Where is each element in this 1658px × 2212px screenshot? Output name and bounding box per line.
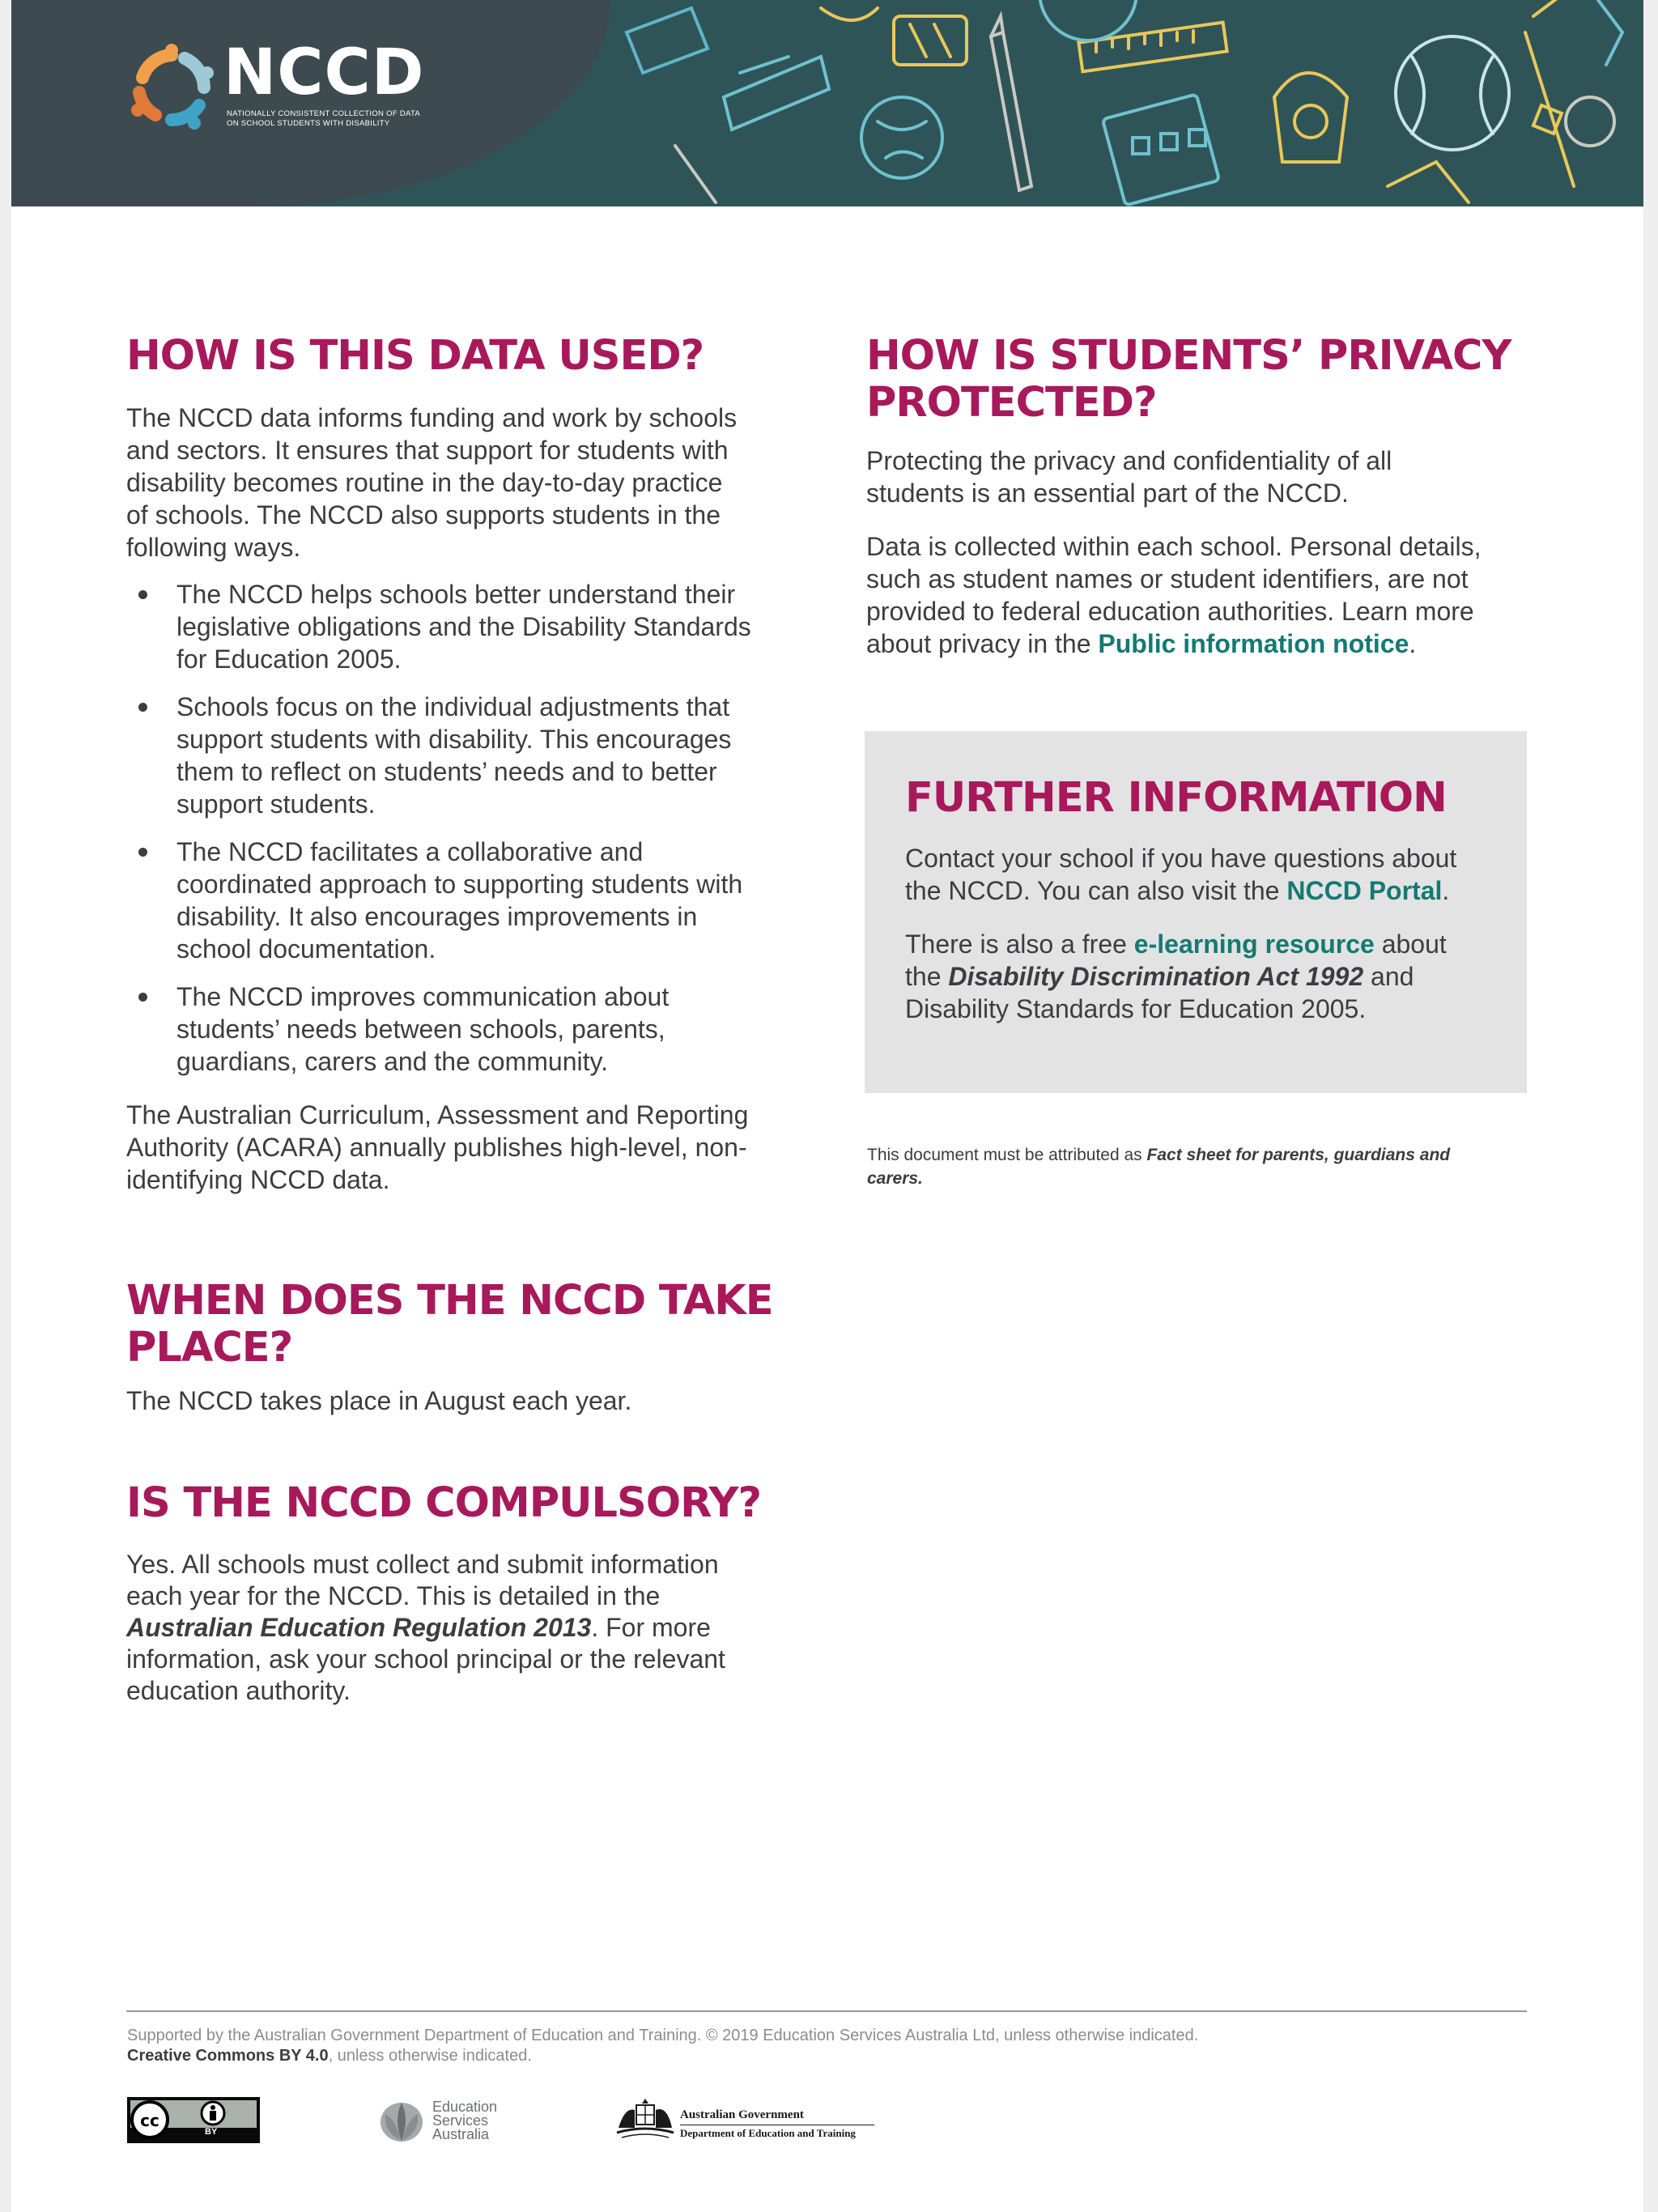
- bullet-dot: [138, 848, 147, 857]
- section-data-used: [126, 333, 798, 1196]
- benefits-list: [126, 578, 798, 1078]
- privacy-paragraph-2: Data is collected within each school. Personal details, such as student names or student identifiers, are not provided to federal education authorities. Learn more about privacy in the Public information notice.: [866, 532, 1482, 658]
- fact-sheet-page: [11, 0, 1643, 2212]
- heading-further-information: FURTHER INFORMATION: [905, 774, 1447, 822]
- further-paragraph-2: There is also a free e-learning resource about the Disability Discrimination Act 1992 and Disability Standards for Education 2005.: [905, 929, 1447, 1023]
- list-item: The NCCD facilitates a collaborative and coordinated approach to supporting students with disability. It also encourages improvements in school documentation.: [126, 836, 798, 965]
- nccd-logo-wordmark: NCCD: [223, 36, 425, 109]
- act-title: Disability Discrimination Act 1992: [948, 962, 1364, 991]
- logo-subtitle: NATIONALLY CONSISTENT COLLECTION OF DATA ON SCHOOL STUDENTS WITH DISABILITY: [227, 109, 420, 128]
- australian-government-wordmark: Australian Government Department of Education and Training: [680, 2107, 874, 2142]
- section-when: [126, 1278, 798, 1417]
- heading-compulsory: IS THE NCCD COMPULSORY?: [126, 1479, 762, 1527]
- section-further-information: [905, 775, 1520, 1025]
- nccd-logo-icon: [126, 42, 217, 133]
- footer-divider: [126, 2010, 1527, 2012]
- svg-text:cc: cc: [140, 2111, 159, 2130]
- acara-paragraph: The Australian Curriculum, Assessment and Reporting Authority (ACARA) annually publishes high-level, non- identifying NCCD data.: [126, 1100, 749, 1194]
- further-paragraph-1: Contact your school if you have questions about the NCCD. You can also visit the NCCD Portal.: [905, 844, 1457, 905]
- creative-commons-badge: [127, 2097, 260, 2143]
- when-text: The NCCD takes place in August each year.: [126, 1386, 632, 1415]
- header-banner: [11, 0, 1643, 206]
- section-compulsory: [126, 1480, 798, 1707]
- public-information-notice-link[interactable]: Public information notice: [1098, 629, 1409, 658]
- nccd-portal-link[interactable]: NCCD Portal: [1286, 876, 1443, 905]
- e-learning-resource-link[interactable]: e-learning resource: [1133, 929, 1375, 959]
- regulation-title: Australian Education Regulation 2013: [126, 1613, 592, 1642]
- bullet-dot: [138, 703, 147, 712]
- attribution-note: This document must be attributed as Fact sheet for parents, guardians and carers.: [867, 1146, 1451, 1188]
- education-services-australia-wordmark: Education Services Australia: [432, 2099, 498, 2142]
- list-item: The NCCD helps schools better understand their legislative obligations and the Disability Standards for Education 2005.: [126, 578, 798, 675]
- bullet-dot: [138, 993, 147, 1002]
- cc-by-icon: [129, 2099, 258, 2142]
- heading-data-used: HOW IS THIS DATA USED?: [126, 332, 704, 380]
- footer-credits: Supported by the Australian Government Department of Education and Training. © 2019 Education Services Australia Ltd, unless otherwise indicated. Creative Commons BY 4.0, unless otherwise indicated.: [127, 2027, 1199, 2065]
- privacy-paragraph-1: Protecting the privacy and confidentiality of all students is an essential part of the NCCD.: [866, 446, 1392, 508]
- section-privacy: [866, 333, 1546, 660]
- bullet-dot: [138, 590, 147, 599]
- list-item: The NCCD improves communication about students’ needs between schools, parents, guardians, carers and the community.: [126, 981, 798, 1078]
- education-services-australia-logo-icon: [377, 2096, 426, 2145]
- australian-government-crest-icon: [614, 2095, 677, 2141]
- data-used-intro: The NCCD data informs funding and work by schools and sectors. It ensures that support for students with disability becomes routine in the day-to-day practice of schools. The NCCD also supports students in the following ways.: [126, 403, 738, 562]
- list-item: Schools focus on the individual adjustments that support students with disability. This encourages them to reflect on students’ needs and to better support students.: [126, 691, 798, 820]
- compulsory-text: Yes. All schools must collect and submit information each year for the NCCD. This is detailed in the Australian Education Regulation 2013. For more information, ask your school principal or the relevant education authority.: [126, 1550, 725, 1705]
- license-name: Creative Commons BY 4.0: [127, 2047, 329, 2065]
- heading-privacy: HOW IS STUDENTS’ PRIVACY PROTECTED?: [866, 332, 1511, 427]
- heading-when: WHEN DOES THE NCCD TAKE PLACE?: [126, 1277, 773, 1372]
- cc-by-label: BY: [205, 2127, 218, 2137]
